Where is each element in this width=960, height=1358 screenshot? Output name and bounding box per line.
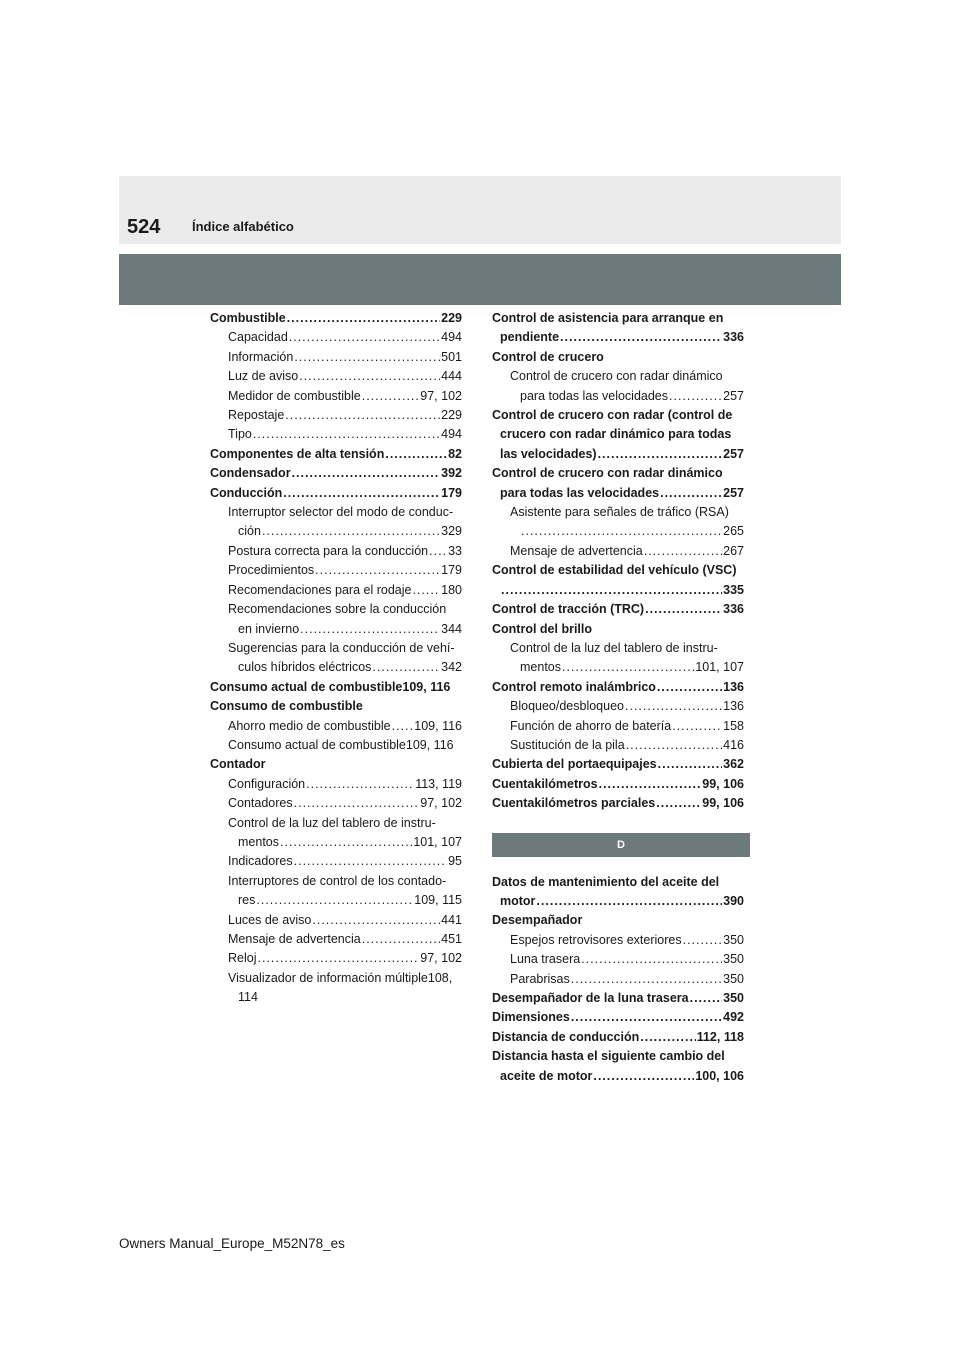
page-reference: 492 [723, 1010, 744, 1025]
index-subentry: Control de crucero con radar dinámico [510, 369, 723, 384]
entry-label: Postura correcta para la conducción [228, 543, 429, 558]
page-reference: 82 [448, 446, 462, 461]
entry-label: culos híbridos eléctricos [238, 660, 372, 675]
index-subentry [210, 387, 462, 406]
entry-label: Condensador [210, 466, 291, 481]
dot-leader [287, 309, 440, 328]
dot-leader [285, 406, 440, 425]
index-subentry [210, 348, 462, 367]
dot-leader [392, 717, 414, 736]
index-subentry [210, 833, 462, 852]
index-heading: Control del brillo [492, 621, 592, 636]
index-subentry [210, 367, 462, 386]
index-subentry [210, 717, 462, 736]
entry-label: las velocidades) [500, 446, 597, 461]
dot-leader [294, 852, 447, 871]
dot-leader [256, 891, 413, 910]
dot-leader [300, 620, 440, 639]
index-subentry: 114 [238, 990, 258, 1005]
entry-label: Función de ahorro de batería [510, 718, 672, 733]
index-subentry: Visualizador de información múltiple108, [228, 970, 453, 985]
index-heading: Control de crucero con radar dinámico [492, 466, 723, 481]
page-reference: 350 [723, 971, 744, 986]
index-subentry [210, 522, 462, 541]
page-reference: 112, 118 [696, 1029, 744, 1044]
page-reference: 335 [723, 582, 744, 597]
entry-label: Parabrisas [510, 971, 570, 986]
index-entry [492, 600, 744, 619]
index-heading: crucero con radar dinámico para todas [500, 427, 732, 442]
dot-leader [690, 989, 723, 1008]
dot-leader [560, 328, 722, 347]
dot-leader [660, 484, 722, 503]
index-entry [210, 484, 462, 503]
dot-leader [312, 911, 440, 930]
dot-leader [294, 794, 420, 813]
entry-label: Repostaje [228, 408, 285, 423]
page-number: 524 [127, 216, 161, 238]
page-reference: 257 [723, 446, 744, 461]
section-title: Índice alfabético [192, 219, 294, 234]
page-reference: 99, 106 [702, 776, 744, 791]
footer-text: Owners Manual_Europe_M52N78_es [119, 1236, 345, 1251]
page-reference: 444 [441, 369, 462, 384]
dot-leader [656, 794, 701, 813]
dot-leader [625, 697, 722, 716]
index-subentry [210, 852, 462, 871]
entry-label: Cuentakilómetros parciales [492, 796, 656, 811]
index-entry [492, 989, 744, 1008]
page-reference: 494 [441, 330, 462, 345]
index-heading: Desempañador [492, 913, 583, 928]
dot-leader [299, 367, 440, 386]
index-heading: Control de crucero con radar (control de [492, 408, 733, 423]
entry-label: en invierno [238, 621, 300, 636]
entry-label: para todas las velocidades [500, 485, 660, 500]
page-reference: 95 [448, 854, 462, 869]
index-subentry: Sugerencias para la conducción de vehí- [228, 640, 455, 655]
index-heading: Datos de mantenimiento del aceite del [492, 874, 720, 889]
entry-label: Procedimientos [228, 563, 315, 578]
index-entry [492, 581, 744, 600]
index-heading: Consumo de combustible [210, 699, 363, 714]
entry-label: Recomendaciones para el rodaje [228, 582, 412, 597]
entry-label: aceite de motor [500, 1068, 593, 1083]
index-entry [492, 1067, 744, 1086]
dot-leader [292, 464, 441, 483]
page-reference: 97, 102 [420, 388, 462, 403]
index-subentry [492, 658, 744, 677]
entry-label: Luna trasera [510, 952, 581, 967]
entry-label: Consumo actual de combustible [210, 679, 403, 694]
dot-leader [640, 1028, 695, 1047]
dot-leader [315, 561, 440, 580]
index-subentry: Control de la luz del tablero de instru- [228, 815, 436, 830]
index-subentry [492, 736, 744, 755]
page-reference: 179 [441, 485, 462, 500]
index-subentry [210, 658, 462, 677]
page-reference: 451 [441, 932, 462, 946]
dot-leader [262, 522, 440, 541]
page-reference: 336 [723, 330, 744, 345]
entry-label: Medidor de combustible [228, 388, 361, 403]
page-reference: 441 [441, 912, 462, 927]
dot-leader [683, 931, 723, 950]
page-reference: 350 [723, 952, 744, 967]
page-reference: 113, 119 [415, 776, 462, 791]
dot-leader [306, 775, 414, 794]
index-entry [210, 464, 462, 483]
entry-label: Mensaje de advertencia [510, 543, 643, 558]
index-subentry: Control de la luz del tablero de instru- [510, 640, 718, 655]
page-reference: 109, 115 [414, 893, 462, 908]
dot-leader [593, 1067, 694, 1086]
dot-leader [429, 542, 447, 561]
dot-leader [658, 755, 723, 774]
index-subentry [210, 581, 462, 600]
index-subentry [210, 736, 462, 755]
index-subentry [210, 775, 462, 794]
dot-leader [657, 678, 722, 697]
entry-label: Desempañador de la luna trasera [492, 991, 689, 1005]
page-reference: 136 [723, 699, 744, 714]
dot-leader [362, 387, 420, 406]
entry-label: mentos [238, 834, 279, 849]
dot-leader [280, 833, 412, 852]
entry-label: Cubierta del portaequipajes [492, 757, 657, 772]
index-entry [210, 309, 462, 328]
entry-label: Bloqueo/desbloqueo [510, 699, 624, 714]
index-subentry [492, 697, 744, 716]
page-reference: 109, 116 [414, 718, 462, 733]
entry-label: Mensaje de advertencia [228, 932, 361, 946]
entry-label: ción [238, 524, 261, 539]
index-subentry [210, 794, 462, 813]
entry-label: Capacidad [228, 330, 288, 345]
page-reference: 257 [723, 485, 744, 500]
page-reference: 344 [441, 621, 462, 636]
index-column-left [210, 309, 462, 1008]
dot-leader [562, 658, 694, 677]
page-reference: 100, 106 [695, 1068, 744, 1083]
dot-leader [294, 348, 440, 367]
page-reference: 136 [723, 679, 744, 694]
index-subentry [492, 950, 744, 969]
page-reference: 342 [441, 660, 462, 675]
page-reference: 101, 107 [413, 834, 462, 849]
dot-leader [645, 600, 722, 619]
entry-label: Tipo [228, 427, 252, 442]
index-subentry [210, 949, 462, 968]
entry-label: Dimensiones [492, 1010, 570, 1025]
page-reference: 494 [441, 427, 462, 442]
index-column-right [492, 309, 744, 1086]
index-subentry [210, 561, 462, 580]
index-heading: Control de estabilidad del vehículo (VSC) [492, 563, 737, 578]
header-dark-band [119, 254, 841, 305]
page-reference: 362 [723, 757, 744, 772]
index-entry [492, 328, 744, 347]
dot-leader [669, 387, 722, 406]
index-heading: Control de asistencia para arranque en [492, 311, 724, 325]
page-reference: 329 [441, 524, 462, 539]
entry-label: Información [228, 349, 294, 364]
index-subentry [210, 891, 462, 910]
entry-label: Combustible [210, 311, 286, 325]
letter-heading: D [492, 833, 750, 857]
index-entry [492, 445, 744, 464]
index-entry [492, 484, 744, 503]
dot-leader [362, 930, 440, 949]
entry-label: Contadores [228, 796, 293, 811]
page-reference: 501 [441, 349, 462, 364]
entry-label: Cuentakilómetros [492, 776, 598, 791]
index-subentry [210, 911, 462, 930]
index-entry [492, 892, 744, 911]
entry-label: res [238, 893, 256, 908]
page-reference: 109, 116 [405, 737, 454, 752]
dot-leader [521, 522, 722, 541]
dot-leader [599, 775, 702, 794]
index-entry [492, 678, 744, 697]
entry-label: Sustitución de la pila [510, 737, 625, 752]
index-subentry [210, 406, 462, 425]
entry-label: Indicadores [228, 854, 293, 869]
dot-leader [571, 970, 722, 989]
dot-leader [372, 658, 440, 677]
index-subentry [210, 620, 462, 639]
dot-leader [258, 949, 420, 968]
entry-label: Control remoto inalámbrico [492, 679, 656, 694]
page-reference: 350 [723, 932, 744, 947]
page-reference: 158 [723, 718, 744, 733]
page-reference: 180 [441, 582, 462, 597]
index-entry [492, 775, 744, 794]
index-subentry [492, 970, 744, 989]
dot-leader [672, 717, 722, 736]
index-entry [210, 445, 462, 464]
page-reference: 392 [441, 466, 462, 481]
entry-label: motor [500, 893, 536, 908]
page-reference: 350 [723, 991, 744, 1005]
page-reference: 97, 102 [420, 796, 462, 811]
index-heading: Control de crucero [492, 349, 604, 364]
dot-leader [644, 542, 722, 561]
entry-label: Luz de aviso [228, 369, 299, 384]
entry-label: para todas las velocidades [520, 388, 669, 403]
index-subentry [210, 542, 462, 561]
entry-label: Reloj [228, 951, 257, 966]
index-entry [492, 755, 744, 774]
entry-label: mentos [520, 660, 561, 675]
page-reference: 99, 106 [702, 796, 744, 811]
dot-leader [571, 1008, 722, 1027]
dot-leader [289, 328, 440, 347]
index-subentry [492, 717, 744, 736]
index-subentry: Interruptores de control de los contado- [228, 873, 447, 888]
index-subentry [210, 425, 462, 444]
page-reference: 101, 107 [695, 660, 744, 675]
dot-leader [283, 484, 440, 503]
entry-label: Componentes de alta tensión [210, 446, 385, 461]
index-subentry [492, 542, 744, 561]
index-subentry: Recomendaciones sobre la conducción [228, 602, 447, 617]
page-reference: 265 [723, 524, 744, 539]
entry-label: pendiente [500, 330, 560, 345]
page-reference: 97, 102 [420, 951, 462, 966]
page-reference: 336 [723, 602, 744, 617]
index-entry [492, 1008, 744, 1027]
index-entry [210, 678, 462, 697]
dot-leader [626, 736, 722, 755]
entry-label: Distancia de conducción [492, 1029, 640, 1044]
entry-label: Control de tracción (TRC) [492, 602, 645, 617]
index-subentry: Interruptor selector del modo de conduc- [228, 505, 454, 520]
entry-label: Conducción [210, 485, 283, 500]
page-reference: 229 [441, 311, 462, 325]
index-heading: Distancia hasta el siguiente cambio del [492, 1049, 725, 1064]
index-subentry [210, 328, 462, 347]
page-reference: 390 [723, 893, 744, 908]
page-reference: 267 [723, 543, 744, 558]
dot-leader [581, 950, 722, 969]
page-reference: 257 [723, 388, 744, 403]
page-reference: 179 [441, 563, 462, 578]
dot-leader [501, 581, 722, 600]
page-reference: 33 [448, 543, 462, 558]
dot-leader [598, 445, 723, 464]
page-reference: 416 [723, 737, 744, 752]
entry-label: Consumo actual de combustible [228, 737, 406, 752]
dot-leader [536, 892, 722, 911]
dot-leader [253, 425, 440, 444]
entry-label: Ahorro medio de combustible [228, 718, 391, 733]
index-subentry: Asistente para señales de tráfico (RSA) [510, 505, 729, 520]
page-reference: 229 [441, 408, 462, 423]
entry-label: Luces de aviso [228, 912, 312, 927]
entry-label: Espejos retrovisores exteriores [510, 932, 682, 947]
index-subentry [492, 931, 744, 950]
index-entry [492, 1028, 744, 1047]
index-subentry [492, 522, 744, 541]
index-subentry [492, 387, 744, 406]
dot-leader [412, 581, 440, 600]
dot-leader [385, 445, 447, 464]
index-subentry [210, 930, 462, 949]
page-reference: 109, 116 [402, 679, 451, 694]
entry-label: Configuración [228, 776, 306, 791]
index-entry [492, 794, 744, 813]
index-heading: Contador [210, 757, 266, 772]
